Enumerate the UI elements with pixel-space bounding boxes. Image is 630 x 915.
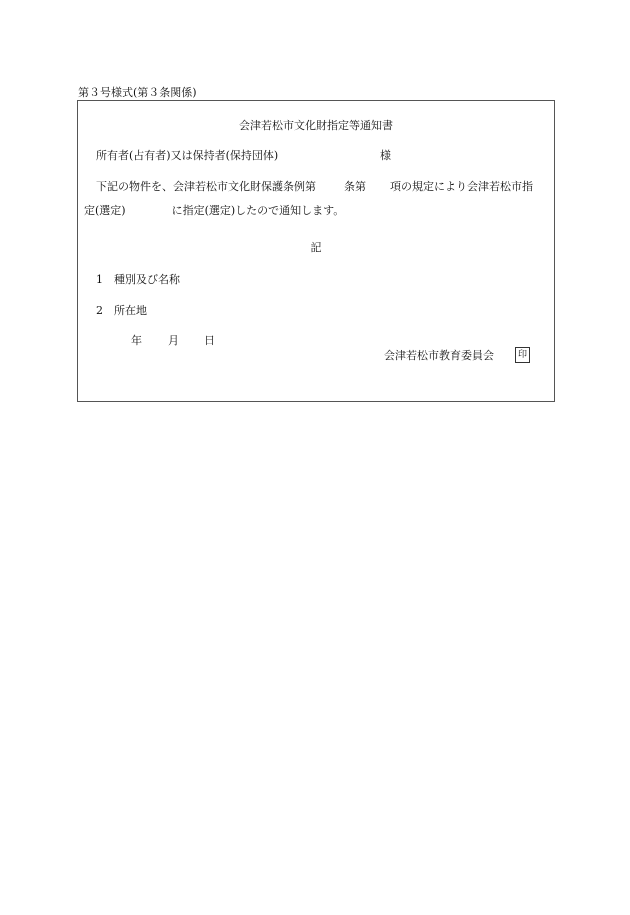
date-day-label: 日 [204,334,215,347]
honorific-sama: 様 [380,149,391,162]
item-number: 1 [96,273,103,286]
body-text-part-3: 項の規定により会津若松市指 [390,180,533,193]
notice-form-box [77,100,555,402]
notice-title: 会津若松市文化財指定等通知書 [239,119,393,132]
body-text-part-2: 条第 [344,180,366,193]
item-label-location: 所在地 [114,304,147,317]
seal-mark: 印 [515,347,530,363]
body-line-1 [96,180,533,194]
body-text-part-5: に指定(選定)したので通知します。 [171,204,345,217]
item-label-type-and-name: 種別及び名称 [114,273,180,286]
date-month-label: 月 [168,334,179,347]
form-number-label: 第３号様式(第３条関係) [78,86,197,99]
body-text-part-4: 定(選定) [84,204,126,217]
item-number: 2 [96,304,103,317]
issuer-name: 会津若松市教育委員会 [384,349,494,362]
ki-heading: 記 [310,241,322,254]
body-text-part-1: 下記の物件を、会津若松市文化財保護条例第 [96,180,316,193]
recipient-label: 所有者(占有者)又は保持者(保持団体) [96,149,279,162]
date-year-label: 年 [131,334,142,347]
body-line-2 [84,204,344,218]
